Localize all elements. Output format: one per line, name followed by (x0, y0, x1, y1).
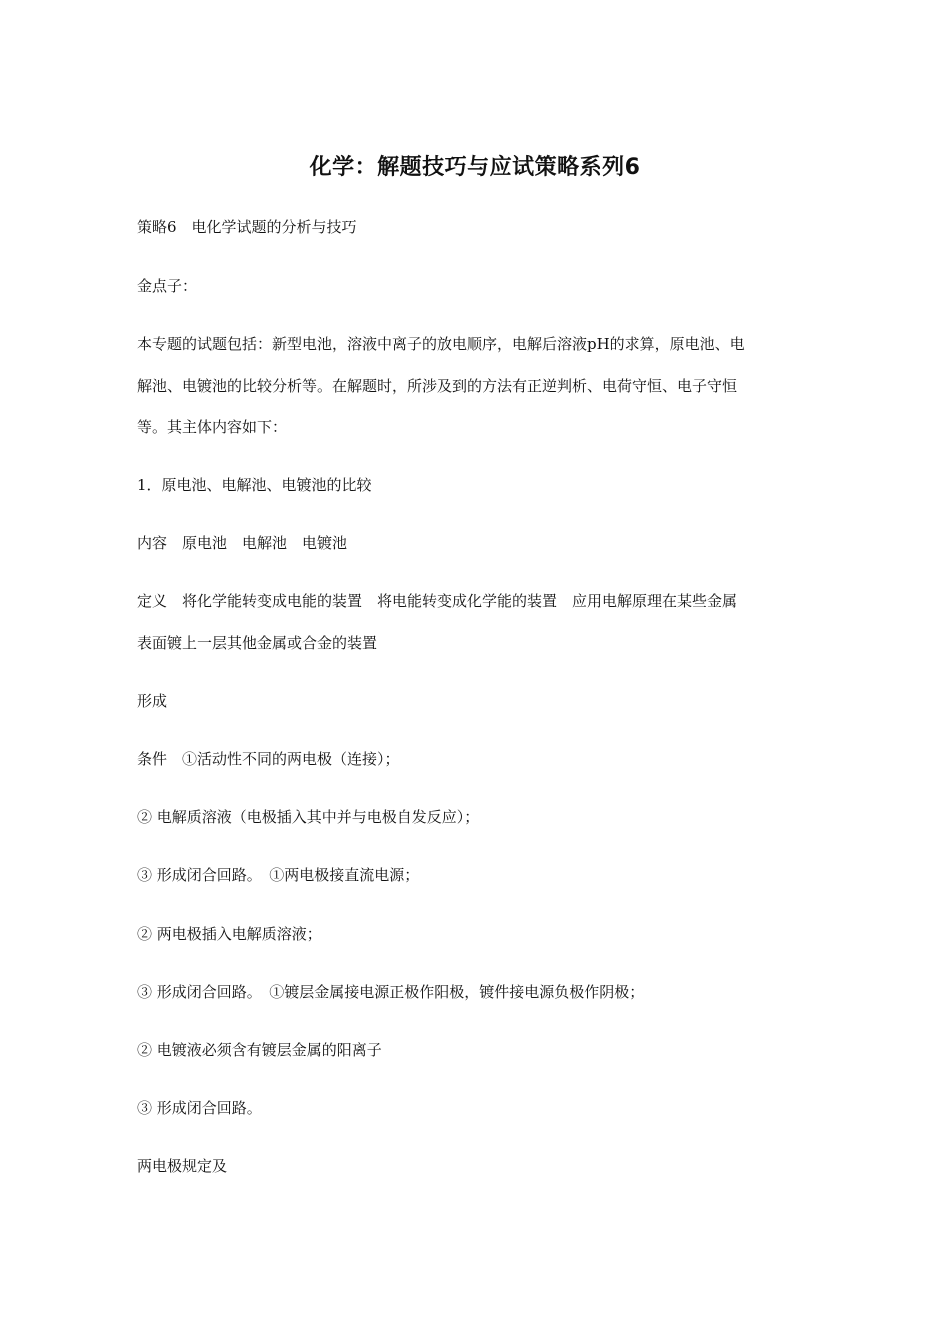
intro-line-2: 解池、电镀池的比较分析等。在解题时，所涉及到的方法有正逆判析、电荷守恒、电子守恒 (137, 377, 738, 395)
conditions-line-4: ② 两电极插入电解质溶液； (137, 925, 322, 943)
electrode-rules-label: 两电极规定及 (137, 1157, 228, 1175)
definition-row-line-1: 定义 将化学能转变成电能的装置 将电能转变成化学能的装置 应用电解原理在某些金属 (137, 592, 738, 610)
conditions-line-7: ③ 形成闭合回路。 (137, 1099, 262, 1117)
intro-line-1: 本专题的试题包括：新型电池，溶液中离子的放电顺序，电解后溶液pH的求算，原电池、电 (137, 335, 745, 353)
strategy-heading: 策略6 电化学试题的分析与技巧 (137, 218, 357, 236)
conditions-line-1: 条件 ①活动性不同的两电极（连接）； (137, 750, 400, 768)
conditions-line-3: ③ 形成闭合回路。 ①两电极接直流电源； (137, 866, 420, 884)
conditions-line-6: ② 电镀液必须含有镀层金属的阳离子 (137, 1041, 382, 1059)
table-header-row: 内容 原电池 电解池 电镀池 (137, 534, 348, 552)
section-heading-comparison: 1．原电池、电解池、电镀池的比较 (137, 476, 372, 494)
intro-line-3: 等。其主体内容如下： (137, 418, 288, 436)
formation-label: 形成 (137, 692, 168, 710)
definition-row-line-2: 表面镀上一层其他金属或合金的装置 (137, 634, 378, 652)
key-points-label: 金点子： (137, 277, 198, 295)
document-title: 化学：解题技巧与应试策略系列6 (309, 155, 641, 180)
conditions-line-5: ③ 形成闭合回路。 ①镀层金属接电源正极作阳极，镀件接电源负极作阴极； (137, 983, 645, 1001)
conditions-line-2: ② 电解质溶液（电极插入其中并与电极自发反应）； (137, 808, 480, 826)
